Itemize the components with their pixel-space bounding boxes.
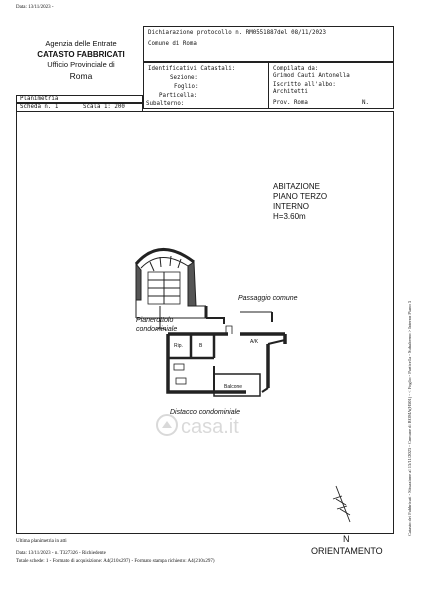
- plan-piano: PIANO TERZO: [273, 192, 328, 201]
- plan-interno: INTERNO: [273, 202, 309, 211]
- plan-rip: Rip.: [174, 343, 183, 349]
- agency-name: Agenzia delle Entrate: [45, 39, 117, 48]
- staircase: [136, 249, 196, 306]
- footer-totale: Totale schede: 1 - Formato di acquisizione: A4(210x297) - Formato stampa richiesto: A4(210x297): [16, 559, 215, 564]
- identifiers-title: Identificativi Catastali:: [148, 66, 236, 72]
- plan-passaggio: Passaggio comune: [238, 295, 298, 302]
- footer-data-line: Data: 13/11/2023 - n. T327326 - Richiedente: [16, 551, 106, 556]
- albo-value: Architetti: [273, 89, 308, 95]
- compilata-name: Grimod Cauti Antonella: [273, 73, 350, 79]
- print-date: Data: 13/11/2023 -: [16, 5, 54, 10]
- ufficio-label: Ufficio Provinciale di: [47, 60, 115, 69]
- side-text: Catasto dei Fabbricati - Situazione al 13/11/2023 - Comune di ROMA(H501) - < Foglio - Particella - Subalterno > Interno Piano 3: [407, 301, 412, 536]
- plan-north-letter: N: [343, 534, 350, 544]
- scheda-label: Scheda n. 1: [20, 104, 59, 110]
- plan-pianerottolo-2: condominiale: [136, 326, 178, 333]
- plan-distacco: Distacco condominiale: [170, 409, 241, 416]
- north-arrow: [333, 486, 350, 522]
- n-label: N.: [362, 100, 369, 106]
- plan-b: B: [199, 343, 203, 349]
- footer-ultima: Ultima planimetria in atti: [16, 539, 67, 544]
- particella-label: Particella:: [159, 93, 198, 99]
- plan-balcone: Balcone: [224, 384, 243, 390]
- plan-pianerottolo-1: Pianerottolo: [136, 317, 174, 324]
- prov-label: Prov. Roma: [273, 100, 308, 106]
- planimetria-title: Planimetria: [20, 96, 59, 102]
- declaration-label: Dichiarazione protocollo n. RM0551887del 08/11/2023: [148, 30, 326, 36]
- plan-abitazione: ABITAZIONE: [273, 182, 320, 191]
- plan-orientamento: ORIENTAMENTO: [311, 546, 383, 556]
- ufficio-city: Roma: [69, 71, 93, 81]
- compilata-label: Compilata da:: [273, 66, 319, 72]
- watermark-text: casa.it: [181, 416, 239, 438]
- subalterno-label: Subalterno:: [146, 101, 185, 107]
- foglio-label: Foglio:: [174, 84, 199, 90]
- side-text-strip: [398, 268, 410, 536]
- catasto-title: CATASTO FABBRICATI: [37, 50, 125, 59]
- apartment-walls: [168, 326, 285, 392]
- watermark: [157, 415, 239, 438]
- albo-label: Iscritto all'albo:: [273, 82, 336, 88]
- plan-ak: A/K: [250, 339, 259, 345]
- sezione-label: Sezione:: [170, 75, 198, 81]
- scala-label: Scala 1: 200: [83, 104, 125, 110]
- comune-label: Comune di Roma: [148, 41, 197, 47]
- plan-altezza: H=3.60m: [273, 212, 306, 221]
